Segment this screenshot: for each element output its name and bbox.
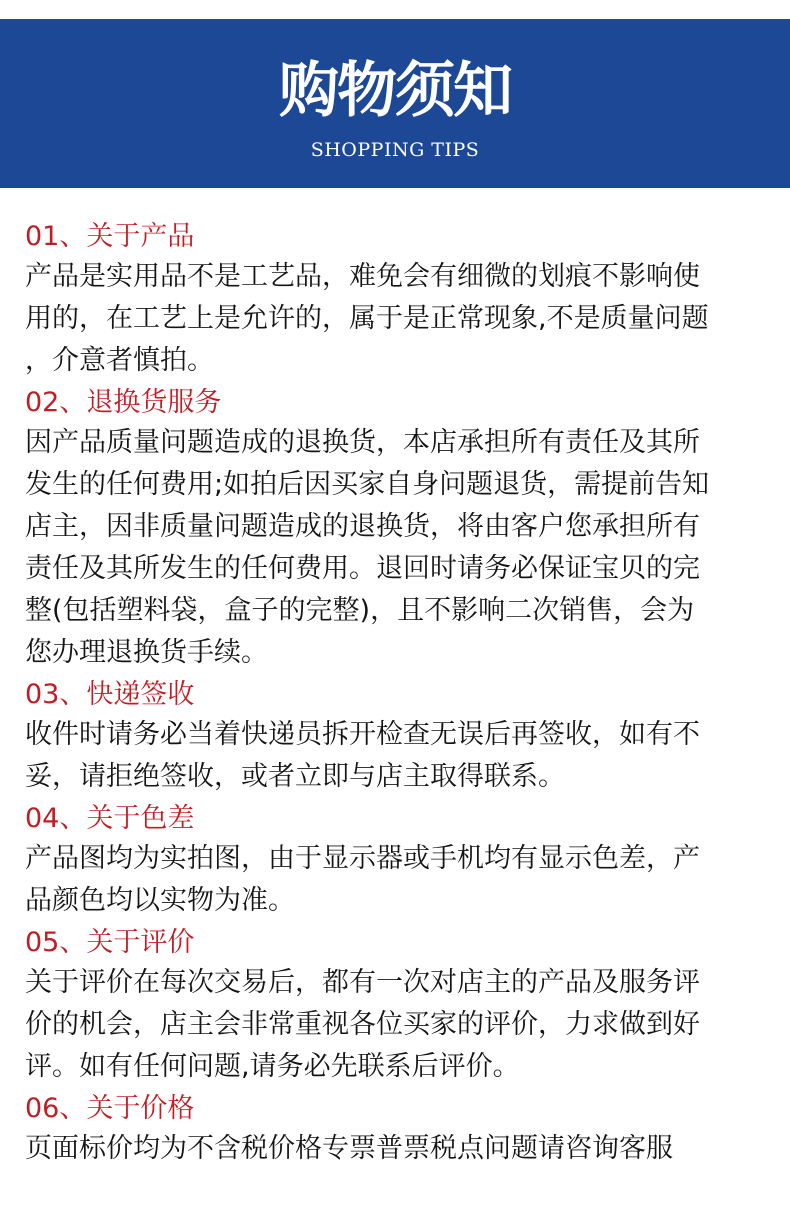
body-line: 妥，请拒绝签收，或者立即与店主取得联系。 xyxy=(25,761,565,792)
body-line: 页面标价均为不含税价格专票普票税点问题请咨询客服 xyxy=(25,1133,673,1164)
body-line: ，介意者慎拍。 xyxy=(25,345,214,376)
section-product xyxy=(25,218,770,382)
section-body xyxy=(25,714,770,798)
section-heading: 06、关于价格 xyxy=(25,1093,195,1124)
body-line: 发生的任何费用;如拍后因买家自身问题退货，需提前告知 xyxy=(25,469,710,500)
section-body xyxy=(25,838,770,922)
body-line: 产品是实用品不是工艺品，难免会有细微的划痕不影响使 xyxy=(25,261,700,292)
body-line: 关于评价在每次交易后，都有一次对店主的产品及服务评 xyxy=(25,967,700,998)
section-reviews xyxy=(25,924,770,1088)
body-line: 整(包括塑料袋，盒子的完整)，且不影响二次销售，会为 xyxy=(25,595,695,626)
section-returns xyxy=(25,384,770,674)
section-heading: 05、关于评价 xyxy=(25,927,195,958)
section-delivery xyxy=(25,676,770,798)
body-line: 店主，因非质量问题造成的退换货，将由客户您承担所有 xyxy=(25,511,700,542)
body-line: 品颜色均以实物为准。 xyxy=(25,885,295,916)
section-heading: 01、关于产品 xyxy=(25,221,195,252)
section-heading: 03、快递签收 xyxy=(25,679,195,710)
section-color xyxy=(25,800,770,922)
section-heading: 04、关于色差 xyxy=(25,803,195,834)
section-body xyxy=(25,256,770,382)
body-line: 评。如有任何问题,请务必先联系后评价。 xyxy=(25,1051,520,1082)
body-line: 收件时请务必当着快递员拆开检查无误后再签收，如有不 xyxy=(25,719,700,750)
section-body xyxy=(25,422,770,674)
page-subtitle: SHOPPING TIPS xyxy=(310,139,480,161)
body-line: 因产品质量问题造成的退换货，本店承担所有责任及其所 xyxy=(25,427,700,458)
page-title: 购物须知 xyxy=(279,56,511,126)
body-line: 您办理退换货手续。 xyxy=(25,637,268,668)
header-banner xyxy=(0,19,790,188)
body-line: 产品图均为实拍图，由于显示器或手机均有显示色差，产 xyxy=(25,843,700,874)
section-body xyxy=(25,962,770,1088)
body-line: 用的，在工艺上是允许的，属于是正常现象,不是质量问题 xyxy=(25,303,709,334)
section-body xyxy=(25,1128,770,1170)
tips-content xyxy=(25,218,770,1172)
section-heading: 02、退换货服务 xyxy=(25,387,222,418)
body-line: 责任及其所发生的任何费用。退回时请务必保证宝贝的完 xyxy=(25,553,700,584)
body-line: 价的机会，店主会非常重视各位买家的评价，力求做到好 xyxy=(25,1009,700,1040)
section-price xyxy=(25,1090,770,1170)
